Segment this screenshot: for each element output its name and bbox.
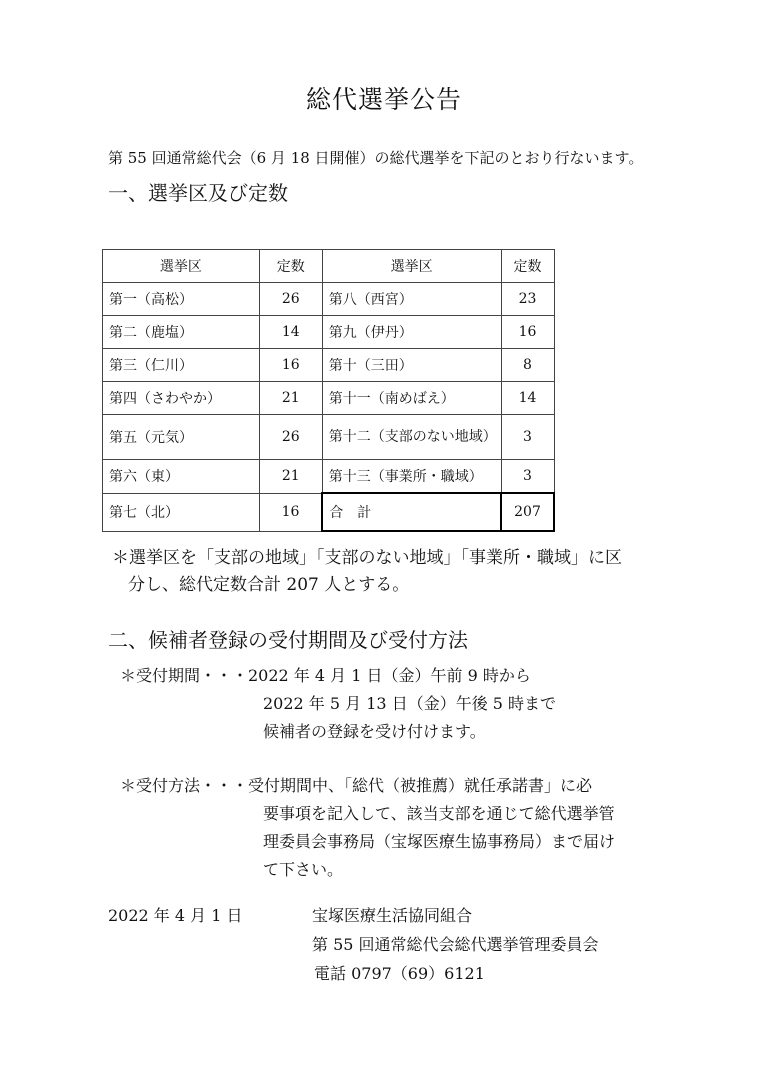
quota-cell: 8 [501, 349, 554, 382]
method-line-2: 要事項を記入して、該当支部を通じて総代選挙管 [263, 804, 615, 823]
method-line-4: て下さい。 [263, 860, 344, 879]
table-row [103, 316, 555, 349]
quota-cell: 21 [259, 382, 322, 415]
committee-name: 第 55 回通常総代会総代選挙管理委員会 [312, 935, 599, 954]
quota-cell: 26 [259, 415, 322, 460]
quota-cell: 23 [501, 283, 554, 316]
table-row [103, 493, 555, 531]
table-row [103, 460, 555, 494]
header-quota-1: 定数 [259, 250, 322, 283]
page-title: 総代選挙公告 [305, 85, 462, 114]
note-line-1: ＊選挙区を「支部の地域」「支部のない地域」「事業所・職域」に区 [112, 548, 622, 568]
district-label-wrapped: 第十二（支部のない地域） [328, 429, 497, 445]
period-line-3: 候補者の登録を受け付けます。 [263, 722, 486, 741]
quota-cell: 16 [501, 316, 554, 349]
district-cell: 第八（西宮） [322, 283, 501, 316]
quota-cell: 26 [259, 283, 322, 316]
district-cell: 第十（三田） [322, 349, 501, 382]
district-table [102, 249, 555, 532]
district-cell: 第四（さわやか） [103, 382, 260, 415]
section2-heading: 二、候補者登録の受付期間及び受付方法 [108, 628, 468, 652]
note-line-2: 分し、総代定数合計 207 人とする。 [128, 575, 410, 595]
quota-cell: 3 [501, 415, 554, 460]
table-header-row [103, 250, 555, 283]
header-district-1: 選挙区 [103, 250, 260, 283]
district-cell: 第十一（南めばえ） [322, 382, 501, 415]
district-cell: 第九（伊丹） [322, 316, 501, 349]
header-quota-2: 定数 [501, 250, 554, 283]
quota-cell: 3 [501, 460, 554, 494]
district-cell: 第七（北） [103, 493, 260, 531]
intro-text: 第 55 回通常総代会（6 月 18 日開催）の総代選挙を下記のとおり行ないます。 [108, 149, 644, 167]
quota-cell: 14 [501, 382, 554, 415]
district-cell: 第三（仁川） [103, 349, 260, 382]
district-cell [322, 415, 501, 460]
quota-cell: 16 [259, 493, 322, 531]
header-district-2: 選挙区 [322, 250, 501, 283]
quota-cell: 16 [259, 349, 322, 382]
quota-cell: 21 [259, 460, 322, 494]
district-cell: 第五（元気） [103, 415, 260, 460]
district-cell: 第十三（事業所・職域） [322, 460, 501, 494]
table-row [103, 382, 555, 415]
total-label-cell: 合 計 [322, 493, 501, 531]
phone-number: 電話 0797（69）6121 [314, 964, 485, 983]
footer-date: 2022 年 4 月 1 日 [108, 906, 243, 925]
district-cell: 第一（高松） [103, 283, 260, 316]
table-row [103, 283, 555, 316]
quota-cell: 14 [259, 316, 322, 349]
district-cell: 第二（鹿塩） [103, 316, 260, 349]
table-row [103, 349, 555, 382]
district-cell: 第六（東） [103, 460, 260, 494]
total-value-cell: 207 [501, 493, 554, 531]
method-line-3: 理委員会事務局（宝塚医療生協事務局）まで届け [263, 832, 616, 851]
section1-heading: 一、選挙区及び定数 [108, 181, 288, 205]
period-line-1: ＊受付期間・・・2022 年 4 月 1 日（金）午前 9 時から [120, 666, 531, 685]
method-line-1: ＊受付方法・・・受付期間中、「総代（被推薦）就任承諾書」に必 [120, 776, 593, 795]
period-line-2: 2022 年 5 月 13 日（金）午後 5 時まで [263, 694, 557, 713]
org-name: 宝塚医療生活協同組合 [312, 906, 473, 925]
table-row [103, 415, 555, 460]
